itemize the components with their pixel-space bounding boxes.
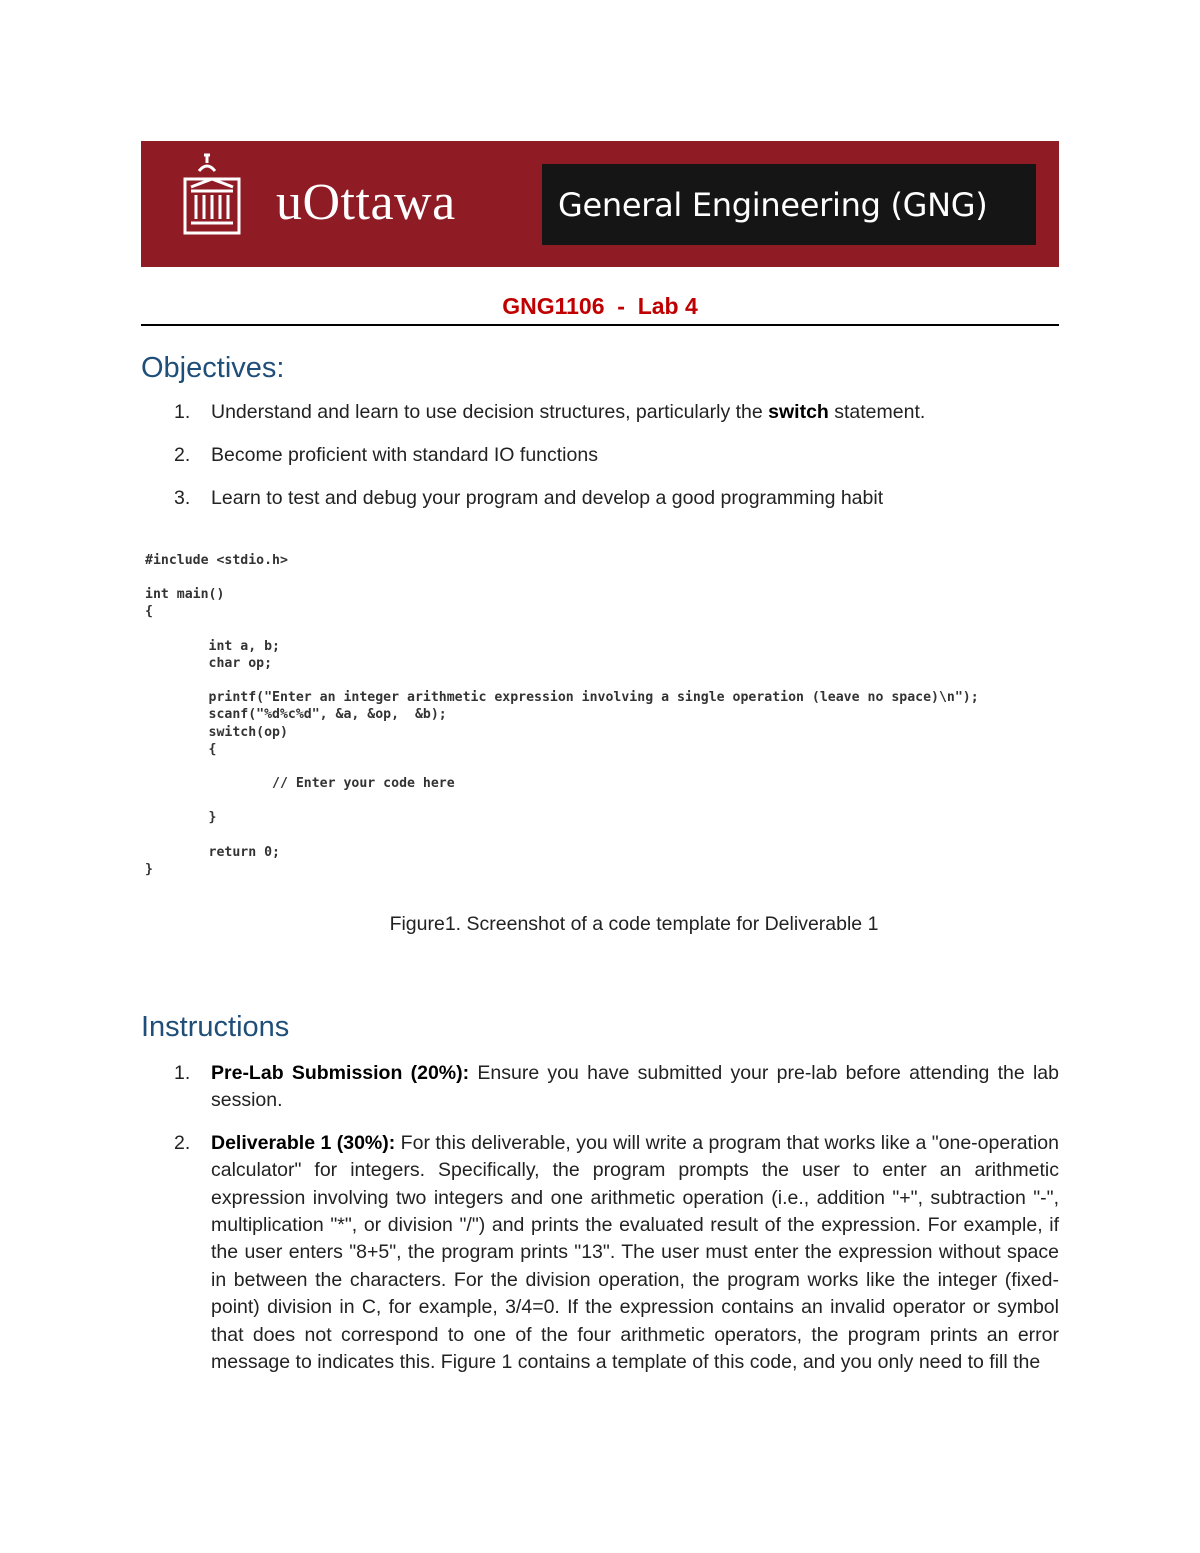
instruction-label: Deliverable 1 (30%): — [211, 1131, 396, 1154]
instruction-label: Pre-Lab Submission (20%): — [211, 1062, 470, 1084]
objective-number: 1. — [174, 401, 191, 423]
instructions-list — [174, 1060, 1059, 1391]
objective-text: Become proficient with standard IO functions — [211, 444, 598, 466]
department-label: General Engineering (GNG) — [558, 185, 988, 224]
university-wordmark: uOttawa — [276, 174, 456, 231]
objective-keyword: switch — [768, 401, 829, 423]
instructions-heading: Instructions — [141, 1011, 290, 1043]
figure-caption: Figure1. Screenshot of a code template for Deliverable 1 — [389, 913, 879, 935]
objectives-heading: Objectives: — [141, 352, 285, 384]
objective-item — [174, 485, 1054, 511]
instruction-item — [174, 1130, 1059, 1377]
objective-item — [174, 399, 1054, 425]
instruction-item — [174, 1060, 1059, 1115]
instruction-number: 1. — [174, 1062, 191, 1084]
document-title: GNG1106 - Lab 4 — [502, 293, 698, 319]
university-seal-icon — [177, 149, 247, 239]
objective-text: Learn to test and debug your program and develop a good programming habit — [211, 487, 884, 509]
instruction-text: For this deliverable, you will write a program that works like a "one-operation calculator" for integers. Specifically, the program prompts the user to enter an arithmetic expression involving two integers and one arithmetic operation (i.e., addition "+", subtraction "-", multiplication "*", or division "/") and prints the evaluated result of the expression. For example, if the user enters "8+5", the program prints "13". The user must enter the expression without space in between the characters. For the division operation, the program works like the integer (fixed-point) division in C, for example, 3/4=0. If the expression contains an invalid operator or symbol that does not correspond to one of the four arithmetic operators, the program prints an error message to indicates this. Figure 1 contains a template of this code, and you only need to fill the — [211, 1131, 1059, 1374]
objective-number: 2. — [174, 444, 191, 466]
header-banner — [141, 141, 1059, 267]
instruction-number: 2. — [174, 1131, 191, 1154]
objectives-list — [174, 399, 1054, 528]
objective-number: 3. — [174, 487, 191, 509]
objective-text-end: statement. — [828, 401, 926, 423]
code-template-screenshot: #include <stdio.h> int main() { int a, b; char op; printf("Enter an integer arithmetic expression involving a single operation (leave no space)\n"); scanf("%d%c%d", &a, &op, &b); switch(op) { // Enter your code here } return 0; } — [145, 553, 979, 877]
department-label-box — [542, 164, 1036, 245]
objective-item — [174, 442, 1054, 468]
title-divider — [141, 324, 1059, 326]
objective-text-start: Understand and learn to use decision structures, particularly the — [211, 401, 769, 423]
instruction-text: Ensure you have submitted your pre-lab before attending the lab session. — [211, 1062, 1059, 1112]
